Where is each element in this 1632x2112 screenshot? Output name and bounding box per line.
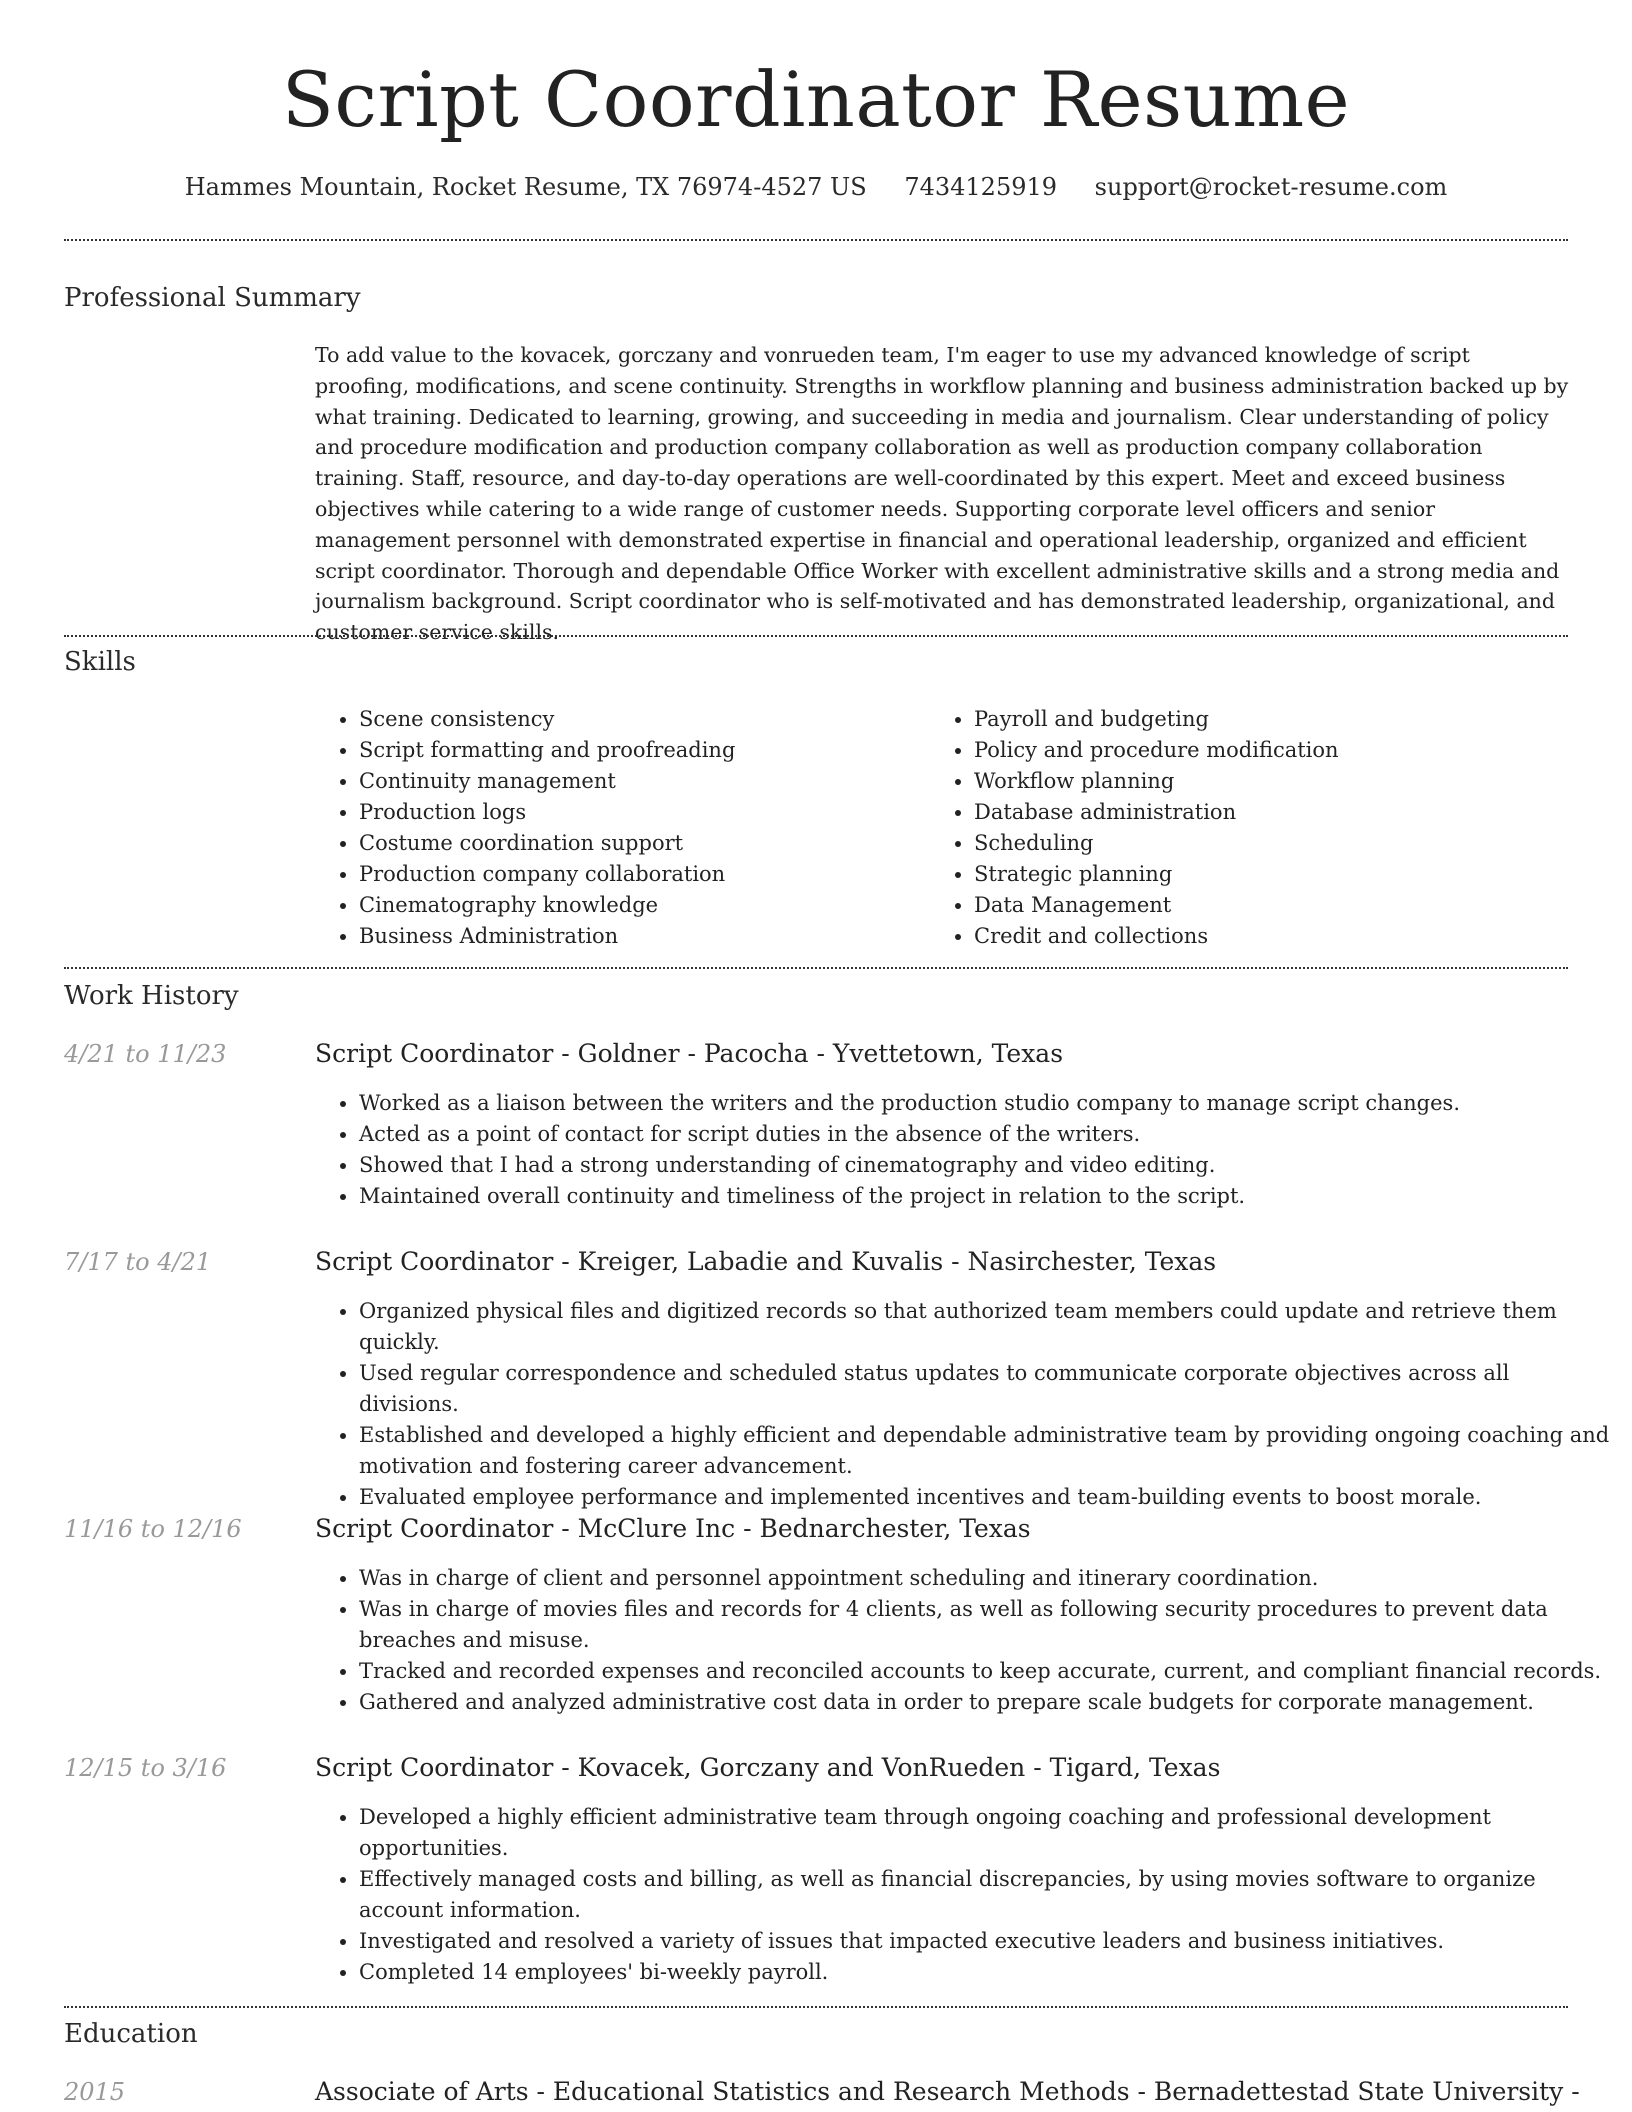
skill-item: • Strategic planning [974,859,1554,890]
job-bullet: • Evaluated employee performance and implemented incentives and team-building events to boost morale. [359,1482,1614,1513]
job-bullets [315,1802,1614,1988]
job-dates: 12/15 to 3/16 [64,1754,227,1782]
education-heading: Education [64,2019,198,2049]
skill-item: • Business Administration [359,921,939,952]
job-bullet: • Established and developed a highly efficient and dependable administrative team by providing ongoing coaching and motivation and fostering career advancement. [359,1420,1614,1482]
job-bullet: • Completed 14 employees' bi-weekly payroll. [359,1957,1614,1988]
job-bullet: • Was in charge of movies files and records for 4 clients, as well as following security procedures to prevent data breaches and misuse. [359,1594,1614,1656]
job-bullet: • Effectively managed costs and billing, as well as financial discrepancies, by using movies software to organize account information. [359,1864,1614,1926]
skill-item: • Production company collaboration [359,859,939,890]
skill-item: • Workflow planning [974,766,1554,797]
job-bullets [315,1088,1614,1212]
skill-item: • Scheduling [974,828,1554,859]
job-bullet: • Tracked and recorded expenses and reconciled accounts to keep accurate, current, and compliant financial records. [359,1656,1614,1687]
work-history-heading: Work History [64,981,239,1011]
job-bullet: • Maintained overall continuity and timeliness of the project in relation to the script. [359,1181,1614,1212]
job-bullets [315,1563,1614,1718]
divider [64,2006,1568,2008]
contact-phone: 7434125919 [904,173,1058,201]
skill-item: • Credit and collections [974,921,1554,952]
divider [64,635,1568,637]
job-bullet: • Was in charge of client and personnel appointment scheduling and itinerary coordination. [359,1563,1614,1594]
job-bullet: • Organized physical files and digitized records so that authorized team members could update and retrieve them quickly. [359,1296,1614,1358]
job-bullets [315,1296,1614,1513]
skill-item: • Data Management [974,890,1554,921]
summary-text: To add value to the kovacek, gorczany and vonrueden team, I'm eager to use my advanced knowledge of script proofing, modifications, and scene continuity. Strengths in workflow planning and business administration backed up by what training. Dedicated to learning, growing, and succeeding in media and journalism. Clear understanding of policy and procedure modification and production company collaboration as well as production company collaboration training. Staff, resource, and day-to-day operations are well-coordinated by this expert. Meet and exceed business objectives while catering to a wide range of customer needs. Supporting corporate level officers and senior management personnel with demonstrated expertise in financial and operational leadership, organized and efficient script coordinator. Thorough and dependable Office Worker with excellent administrative skills and a strong media and journalism background. Script coordinator who is self-motivated and has demonstrated leadership, organizational, and customer service skills. [315,343,1569,645]
job-title: Script Coordinator - Goldner - Pacocha - Yvettetown, Texas [315,1039,1064,1068]
summary-heading: Professional Summary [64,283,361,313]
job-dates: 4/21 to 11/23 [64,1040,227,1068]
skills-heading: Skills [64,647,136,677]
job-dates: 7/17 to 4/21 [64,1248,212,1276]
contact-email: support@rocket-resume.com [1094,173,1448,201]
skill-item: • Production logs [359,797,939,828]
job-bullet: • Developed a highly efficient administrative team through ongoing coaching and professional development opportunities. [359,1802,1614,1864]
job-bullet: • Investigated and resolved a variety of issues that impacted executive leaders and business initiatives. [359,1926,1614,1957]
skills-list-right [930,704,1554,952]
job-title: Script Coordinator - McClure Inc - Bednarchester, Texas [315,1514,1031,1543]
job-bullet: • Acted as a point of contact for script duties in the absence of the writers. [359,1119,1614,1150]
skill-item: • Policy and procedure modification [974,735,1554,766]
contact-address: Hammes Mountain, Rocket Resume, TX 76974-4527 US [184,173,867,201]
skill-item: • Cinematography knowledge [359,890,939,921]
job-bullet: • Showed that I had a strong understanding of cinematography and video editing. [359,1150,1614,1181]
job-dates: 11/16 to 12/16 [64,1515,242,1543]
job-title: Script Coordinator - Kreiger, Labadie and Kuvalis - Nasirchester, Texas [315,1247,1217,1276]
education-year: 2015 [64,2078,126,2106]
skills-list-left [315,704,939,952]
skill-item: • Payroll and budgeting [974,704,1554,735]
skill-item: • Continuity management [359,766,939,797]
skill-item: • Costume coordination support [359,828,939,859]
resume-title: Script Coordinator Resume [281,55,1351,144]
divider [64,239,1568,241]
job-title: Script Coordinator - Kovacek, Gorczany and VonRueden - Tigard, Texas [315,1753,1221,1782]
contact-line [0,170,1632,204]
job-bullet: • Used regular correspondence and scheduled status updates to communicate corporate objectives across all divisions. [359,1358,1614,1420]
job-bullet: • Worked as a liaison between the writers and the production studio company to manage script changes. [359,1088,1614,1119]
skill-item: • Scene consistency [359,704,939,735]
skill-item: • Script formatting and proofreading [359,735,939,766]
education-title: Associate of Arts - Educational Statistics and Research Methods - Bernadettestad State University - [315,2077,1580,2106]
job-bullet: • Gathered and analyzed administrative cost data in order to prepare scale budgets for corporate management. [359,1687,1614,1718]
skill-item: • Database administration [974,797,1554,828]
divider [64,967,1568,969]
